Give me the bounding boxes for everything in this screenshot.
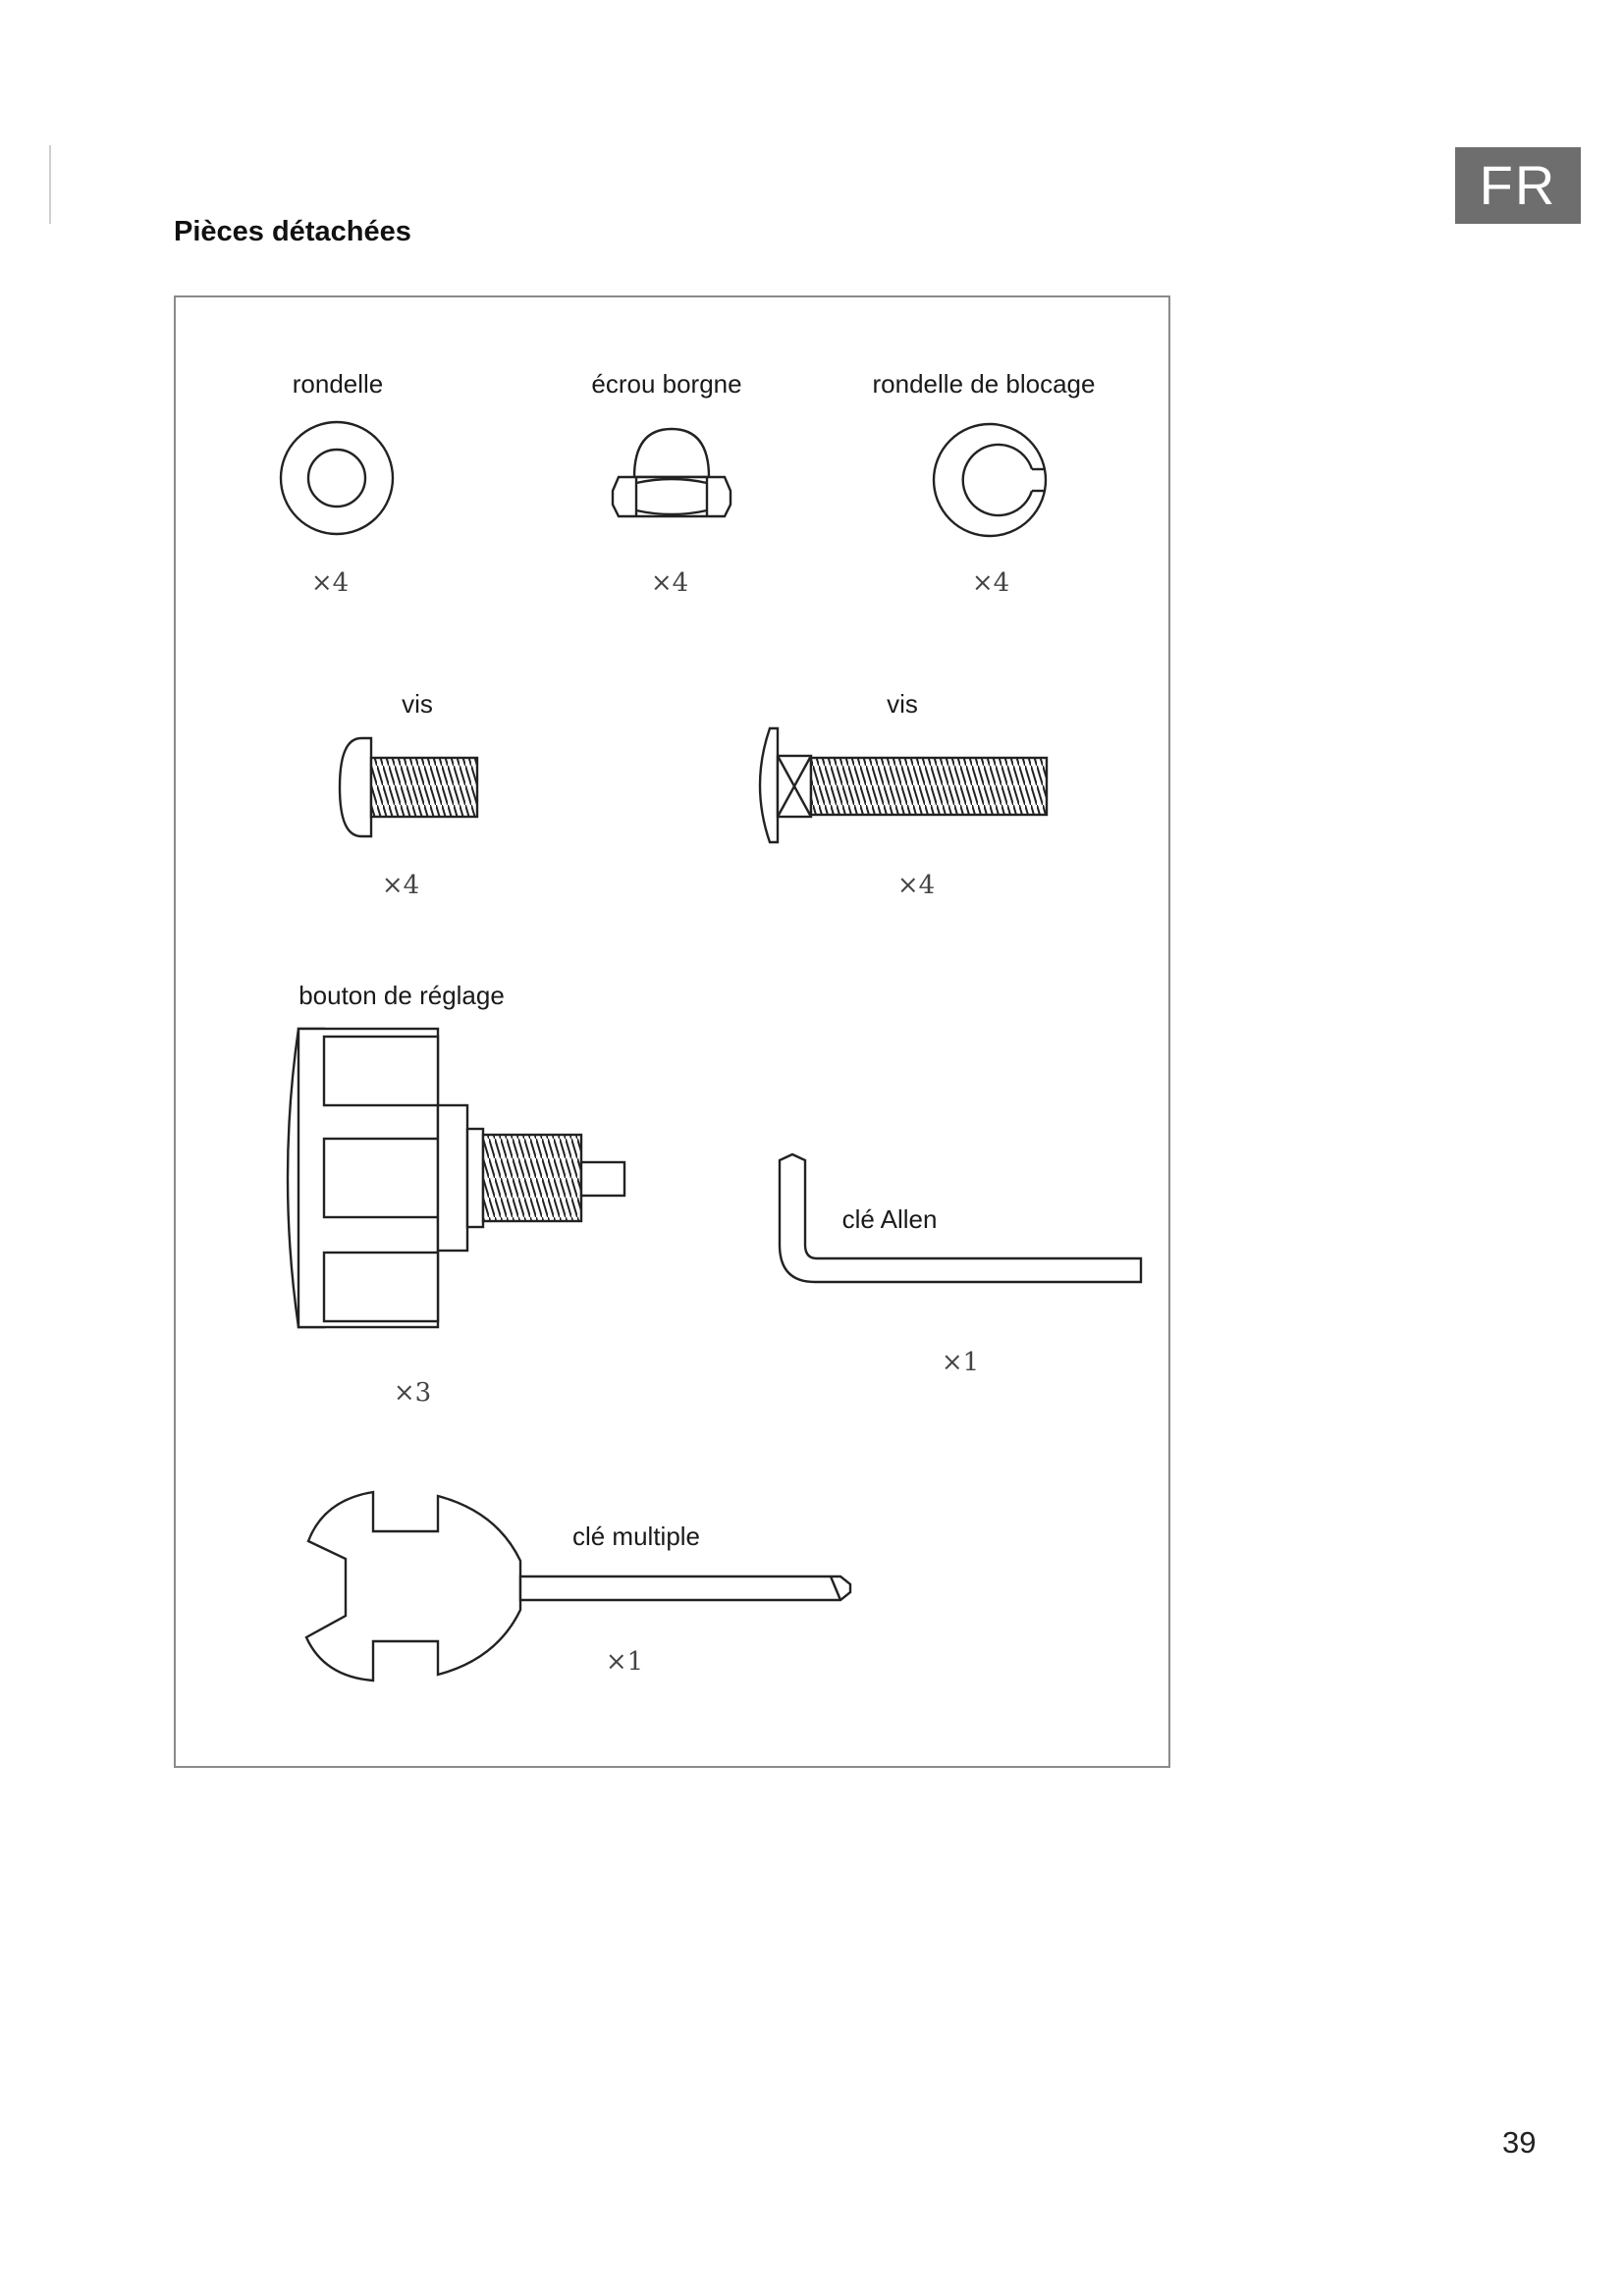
allen-key-icon <box>780 1154 1141 1282</box>
part-label-lock-washer: rondelle de blocage <box>872 369 1096 399</box>
part-label-long-bolt: vis <box>887 689 918 719</box>
washer-icon <box>281 422 393 534</box>
adjustment-knob-icon <box>288 1029 624 1327</box>
long-bolt-icon <box>760 728 1047 842</box>
part-qty-adjustment-knob: ×3 <box>393 1378 432 1408</box>
part-label-multi-tool: clé multiple <box>571 1522 701 1551</box>
part-label-cap-nut: écrou borgne <box>591 369 742 399</box>
page-number: 39 <box>1502 2125 1537 2160</box>
short-screw-icon <box>340 738 477 836</box>
part-label-short-screw: vis <box>402 689 433 719</box>
part-label-washer: rondelle <box>292 369 384 399</box>
part-qty-washer: ×4 <box>310 568 350 598</box>
part-qty-cap-nut: ×4 <box>650 568 689 598</box>
cap-nut-icon <box>613 429 731 516</box>
multi-tool-icon <box>306 1492 850 1681</box>
part-label-allen-key: clé Allen <box>841 1204 938 1234</box>
part-qty-lock-washer: ×4 <box>971 568 1010 598</box>
part-qty-short-screw: ×4 <box>381 871 420 900</box>
part-qty-allen-key: ×1 <box>941 1348 980 1377</box>
page-title: Pièces détachées <box>174 216 411 247</box>
lock-washer-icon <box>934 424 1046 536</box>
part-qty-multi-tool: ×1 <box>605 1647 644 1677</box>
part-qty-long-bolt: ×4 <box>896 871 936 900</box>
language-badge: FR <box>1455 147 1581 224</box>
part-label-adjustment-knob: bouton de réglage <box>298 981 505 1010</box>
